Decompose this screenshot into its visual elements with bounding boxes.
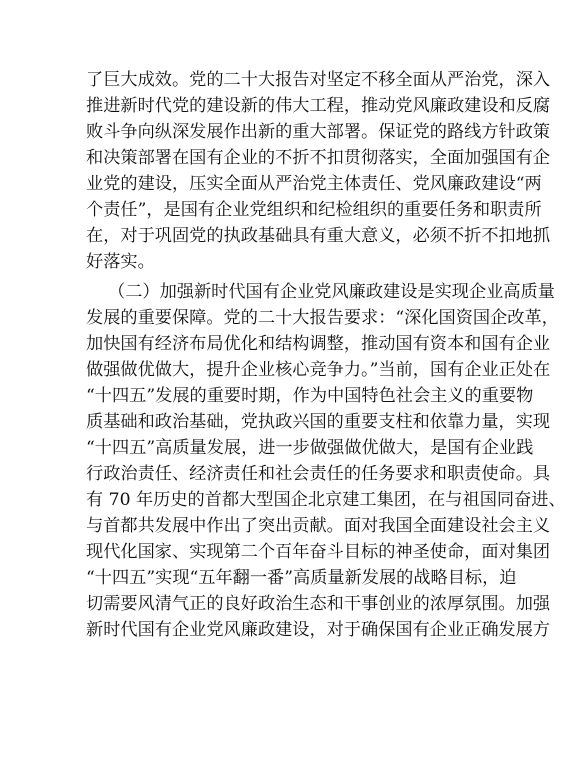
text-line: 个责任”，是国有企业党组织和纪检组织的重要任务和职责所	[86, 200, 542, 220]
text-line: “十四五”高质量发展，进一步做强做优做大，是国有企业践	[86, 438, 534, 458]
text-line: “十四五”发展的重要时期，作为中国特色社会主义的重要物	[86, 386, 534, 406]
text-line: 了巨大成效。党的二十大报告对坚定不移全面从严治党，深入	[86, 70, 551, 90]
text-line: 新时代国有企业党风廉政建设，对于确保国有企业正确发展方	[86, 620, 551, 640]
text-line: 在，对于巩固党的执政基础具有重大意义，必须不折不扣地抓	[86, 226, 551, 246]
text-line: 好落实。	[86, 252, 155, 272]
text-line: “十四五”实现“五年翻一番”高质量新发展的战略目标，迫	[86, 568, 517, 588]
text-line: 切需要风清气正的良好政治生态和干事创业的浓厚氛围。加强	[86, 594, 551, 614]
text-line: 做强做优做大，提升企业核心竞争力。”当前，国有企业正处在	[86, 360, 551, 380]
text-line: 加快国有经济布局优化和结构调整，推动国有资本和国有企业	[86, 334, 551, 354]
text-line: 败斗争向纵深发展作出新的重大部署。保证党的路线方针政策	[86, 122, 551, 142]
text-line: （二）加强新时代国有企业党风廉政建设是实现企业高质量	[108, 282, 555, 302]
text-line: 发展的重要保障。党的二十大报告要求：“深化国资国企改革，	[86, 308, 559, 328]
text-line: 与首都共发展中作出了突出贡献。面对我国全面建设社会主义	[86, 516, 551, 536]
text-line: 现代化国家、实现第二个百年奋斗目标的神圣使命，面对集团	[86, 542, 551, 562]
text-line: 有 70 年历史的首都大型国企北京建工集团，在与祖国同奋进、	[86, 490, 566, 510]
text-line: 行政治责任、经济责任和社会责任的任务要求和职责使命。具	[86, 464, 551, 484]
text-line: 质基础和政治基础，党执政兴国的重要支柱和依靠力量，实现	[86, 412, 551, 432]
text-line: 推进新时代党的建设新的伟大工程，推动党风廉政建设和反腐	[86, 96, 551, 116]
text-line: 和决策部署在国有企业的不折不扣贯彻落实，全面加强国有企	[86, 148, 551, 168]
text-line: 业党的建设，压实全面从严治党主体责任、党风廉政建设“两	[86, 174, 542, 194]
